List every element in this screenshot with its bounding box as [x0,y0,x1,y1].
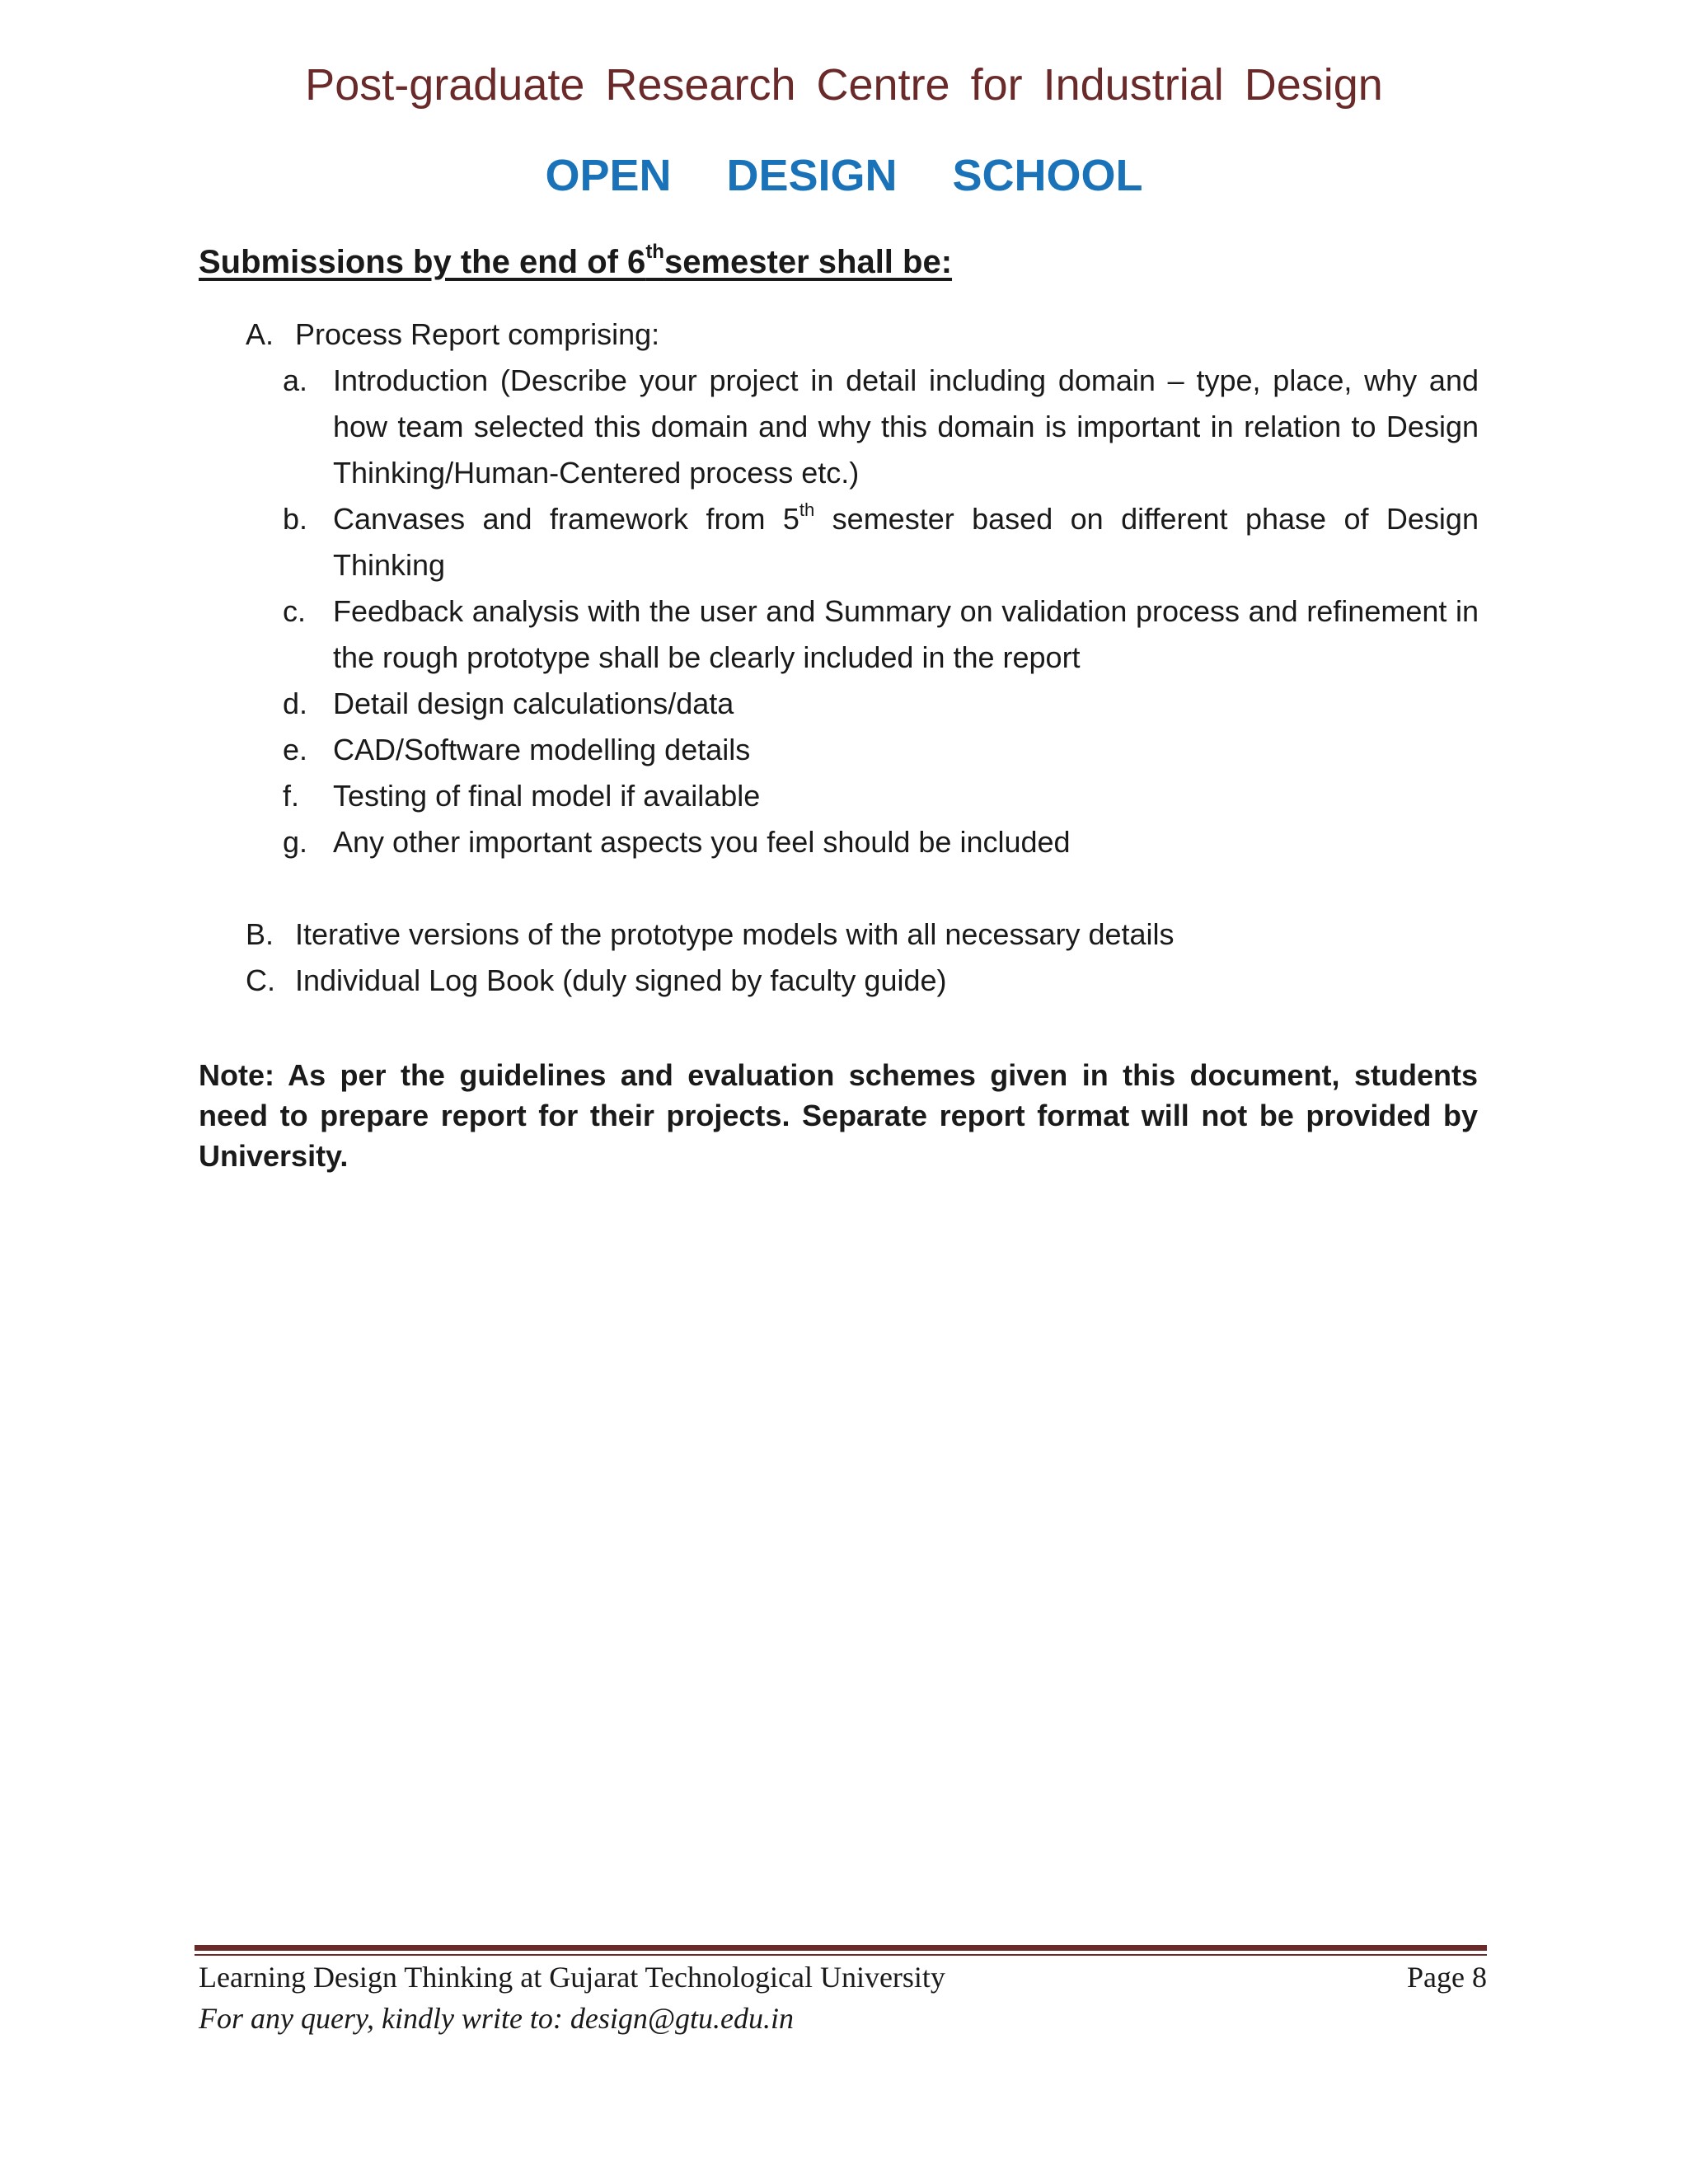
footer-contact: For any query, kindly write to: design@gtu.edu.in [199,2002,795,2035]
sublist-item-feedback: Feedback analysis with the user and Summary on validation process and refinement in the rough prototype shall be clearly included in the report [333,594,1479,674]
list-item-iterative-versions: Iterative versions of the prototype models with all necessary details [295,917,1175,951]
sublist-item-introduction: Introduction (Describe your project in detail including domain – type, place, why and how team selected this domain and why this domain is important in relation to Design Thinking/Human-Centered process etc.) [333,363,1479,490]
footer-divider [195,1945,1487,1951]
list-item-a-label: Process Report comprising: [295,317,660,351]
heading-sup: th [645,241,664,263]
canvases-text-before: Canvases and framework from 5 [333,502,799,536]
heading-after: semester shall be: [663,244,953,280]
sublist-item-canvases [333,496,1479,588]
canvases-text-after: semester based on different phase of Design Thinking [333,502,1479,582]
sublist-marker-c: c. [283,594,307,628]
sublist-item-testing: Testing of final model if available [333,779,761,813]
list-marker-a: A. [246,317,274,351]
note-paragraph: Note: As per the guidelines and evaluation schemes given in this document, students need to prepare report for their projects. Separate report format will not be provided by University. [199,1058,1478,1173]
page-number: Page 8 [1407,1961,1487,1994]
heading-before: Submissions by the end of 6 [199,244,646,280]
list-marker-b: B. [246,917,274,951]
sublist-marker-e: e. [283,733,308,766]
sublist-marker-b: b. [283,502,308,536]
sublist-item-calculations: Detail design calculations/data [333,687,734,720]
sublist-item-cad: CAD/Software modelling details [333,733,751,766]
list-item-log-book: Individual Log Book (duly signed by faculty guide) [295,963,947,997]
sublist-item-other: Any other important aspects you feel should be included [333,825,1071,859]
footer-divider-thin [195,1954,1487,1956]
school-title: OPEN DESIGN SCHOOL [545,151,1143,200]
section-heading [199,241,953,281]
sublist-marker-f: f. [283,779,300,813]
sublist-marker-g: g. [283,825,308,859]
list-marker-c: C. [246,963,275,997]
organization-title: Post-graduate Research Centre for Industrial Design [305,60,1383,110]
canvases-sup: th [799,499,815,520]
sublist-marker-d: d. [283,687,308,720]
sublist-marker-a: a. [283,363,308,397]
footer-title: Learning Design Thinking at Gujarat Technological University [199,1961,945,1994]
